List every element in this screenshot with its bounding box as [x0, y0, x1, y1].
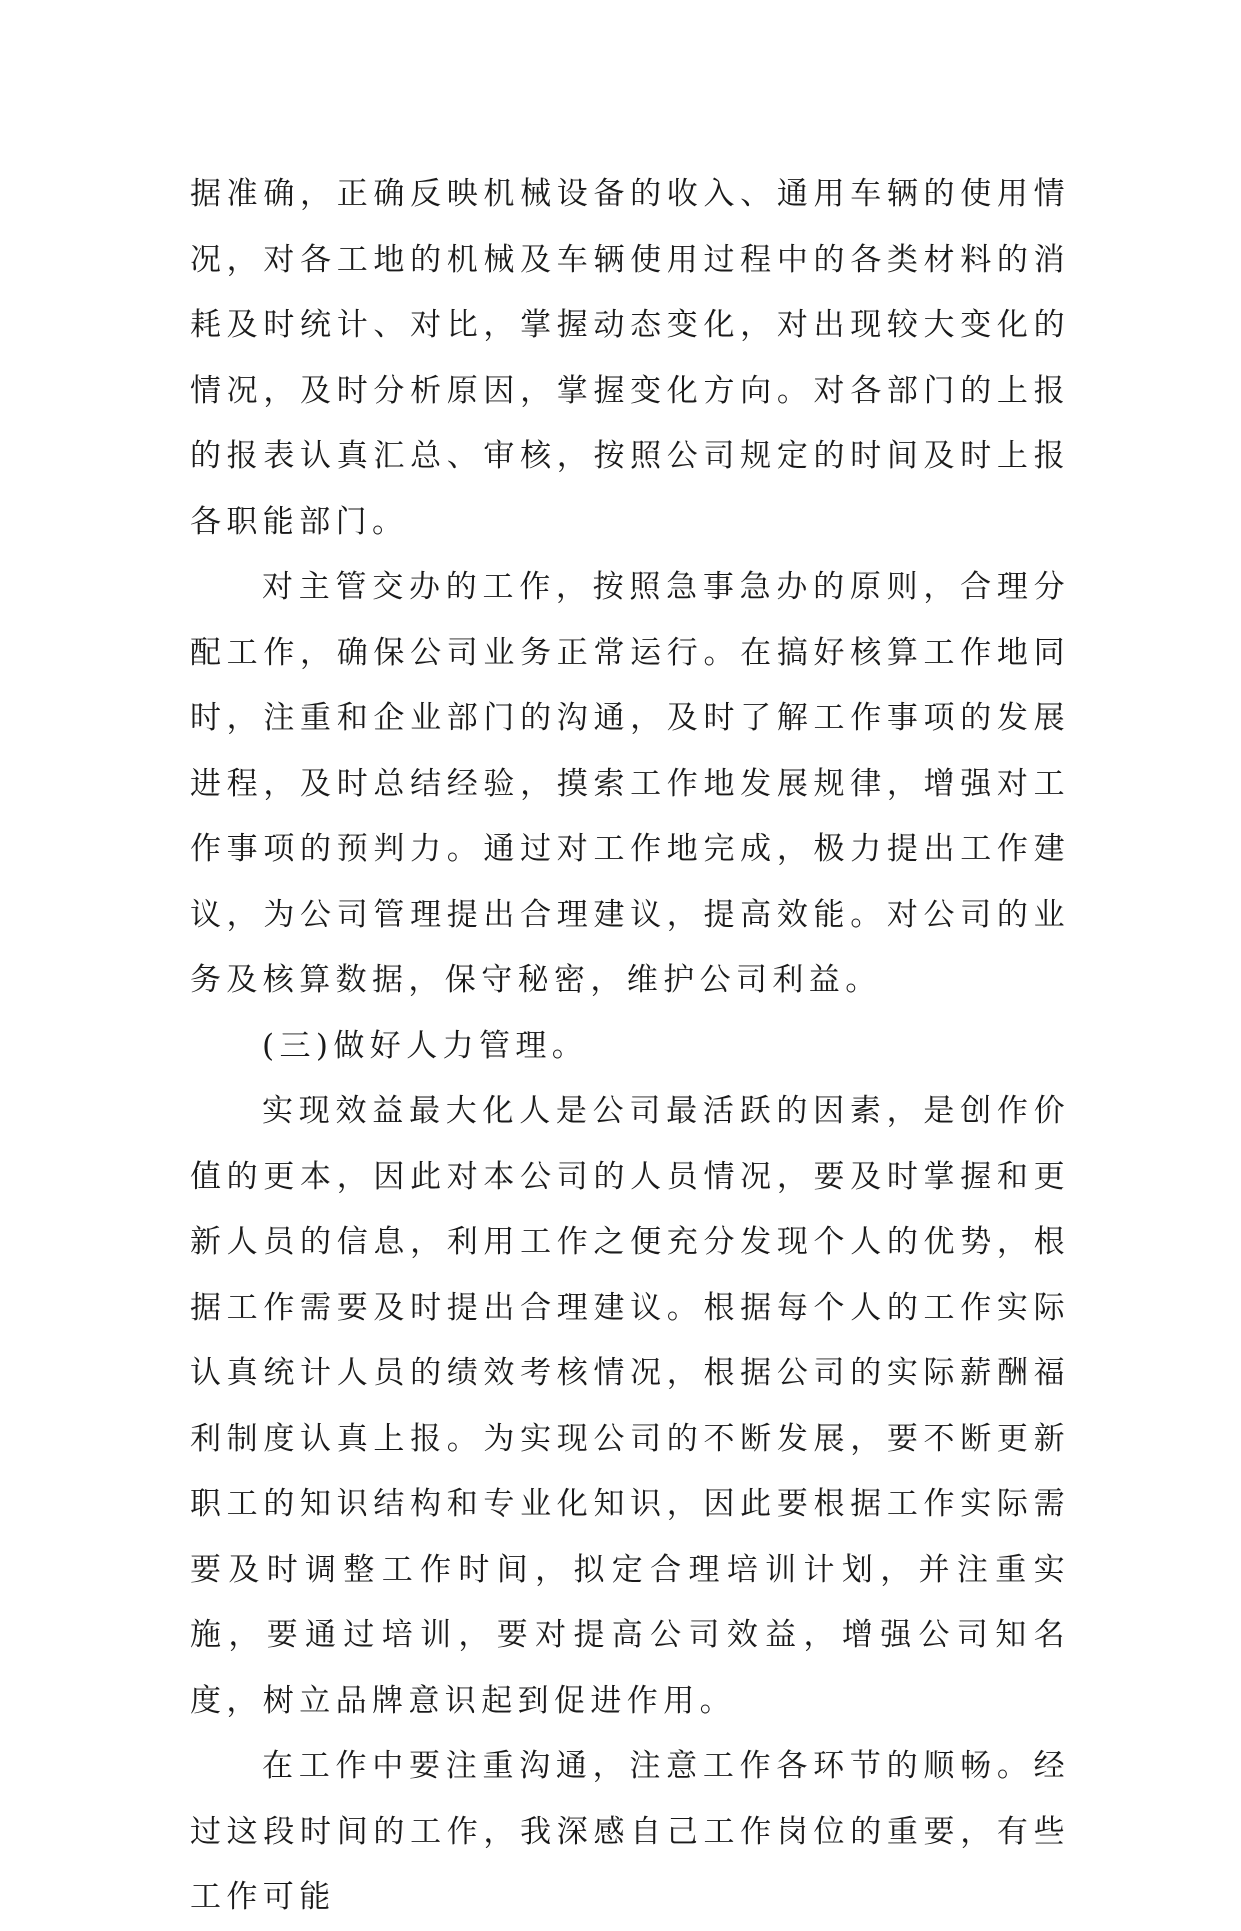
- document-body: [190, 162, 1070, 1931]
- paragraph-communication: 在工作中要注重沟通，注意工作各环节的顺畅。经过这段时间的工作，我深感自己工作岗位的重要，有些工作可能: [190, 1748, 1070, 1915]
- section-heading-hr-management: (三)做好人力管理。: [262, 1027, 589, 1064]
- paragraph-assigned-work: 对主管交办的工作，按照急事急办的原则，合理分配工作，确保公司业务正常运行。在搞好核算工作地同时，注重和企业部门的沟通，及时了解工作事项的发展进程，及时总结经验，摸索工作地发展规律，增强对工作事项的预判力。通过对工作地完成，极力提出工作建议，为公司管理提出合理建议，提高效能。对公司的业务及核算数据，保守秘密，维护公司利益。: [190, 569, 1070, 998]
- paragraph-equipment-statistics: 据准确，正确反映机械设备的收入、通用车辆的使用情况，对各工地的机械及车辆使用过程中的各类材料的消耗及时统计、对比，掌握动态变化，对出现较大变化的情况，及时分析原因，掌握变化方向。对各部门的上报的报表认真汇总、审核，按照公司规定的时间及时上报各职能部门。: [190, 176, 1070, 540]
- paragraph-hr-management: 实现效益最大化人是公司最活跃的因素，是创作价值的更本，因此对本公司的人员情况，要及时掌握和更新人员的信息，利用工作之便充分发现个人的优势，根据工作需要及时提出合理建议。根据每个人的工作实际认真统计人员的绩效考核情况，根据公司的实际薪酬福利制度认真上报。为实现公司的不断发展，要不断更新职工的知识结构和专业化知识，因此要根据工作实际需要及时调整工作时间，拟定合理培训计划，并注重实施，要通过培训，要对提高公司效益，增强公司知名度，树立品牌意识起到促进作用。: [190, 1093, 1070, 1719]
